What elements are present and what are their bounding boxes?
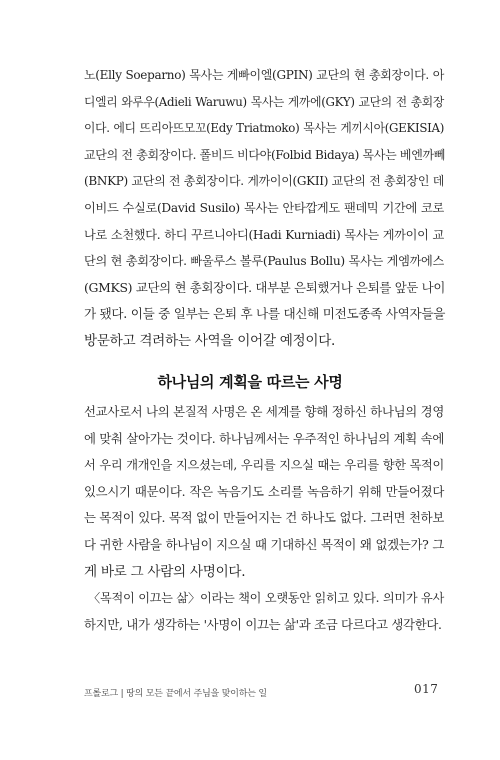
running-footer-title: 프롤로그 | 땅의 모든 끝에서 주님을 맞이하는 일: [84, 689, 267, 699]
section-heading: 하나님의 계획을 따르는 사명: [157, 373, 343, 391]
text-line: 방문하고 격려하는 사역을 이어갈 예정이다.: [84, 332, 336, 349]
page-number: 017: [414, 682, 439, 696]
text-line: 에 맞춰 살아가는 것이다. 하나님께서는 우주적인 하나님의 계획 속에: [84, 430, 444, 446]
text-line: 하지만, 내가 생각하는 '사명이 이끄는 삶'과 조금 다르다고 생각한다.: [84, 616, 442, 632]
text-line: (GMKS) 교단의 현 총회장이다. 대부분 은퇴했거나 은퇴를 앞둔 나이: [84, 279, 446, 295]
text-line: 게 바로 그 사람의 사명이다.: [84, 563, 246, 580]
text-line: 가 됐다. 이들 중 일부는 은퇴 후 나를 대신해 미전도종족 사역자들을: [84, 306, 446, 322]
text-line: 이다. 에디 뜨리아뜨모꼬(Edy Triatmoko) 목사는 게끼시아(GEKISIA): [84, 121, 444, 136]
text-line: 디엘리 와루우(Adieli Waruwu) 목사는 게까에(GKY) 교단의 전 총회장: [84, 94, 444, 109]
body-paragraph-2: [84, 399, 444, 638]
text-line: 교단의 전 총회장이다. 폴비드 비다야(Folbid Bidaya) 목사는 베엔까뻬: [84, 147, 446, 162]
body-paragraph-1: [84, 62, 444, 355]
text-line: 다 귀한 사람을 하나님이 지으실 때 기대하신 목적이 왜 없겠는가? 그: [84, 536, 444, 552]
text-line: 있으시기 때문이다. 작은 녹음기도 소리를 녹음하기 위해 만들어졌다: [84, 483, 444, 499]
text-line: 〈목적이 이끄는 삶〉이라는 책이 오랫동안 읽히고 있다. 의미가 유사: [88, 591, 444, 606]
text-line: 선교사로서 나의 본질적 사명은 온 세계를 향해 정하신 하나님의 경영: [84, 404, 444, 419]
text-line: 서 우리 개개인을 지으셨는데, 우리를 지으실 때는 우리를 향한 목적이: [84, 458, 444, 473]
text-line: 나로 소천했다. 하디 꾸르니아디(Hadi Kurniadi) 목사는 게까이이 교: [84, 227, 444, 242]
text-line: 노(Elly Soeparno) 목사는 게빠이엘(GPIN) 교단의 현 총회장이다. 아: [84, 68, 444, 82]
text-line: (BNKP) 교단의 전 총회장이다. 게까이이(GKII) 교단의 전 총회장인 데: [84, 174, 444, 189]
text-line: 는 목적이 있다. 목적 없이 만들어지는 건 하나도 없다. 그러면 천하보: [84, 510, 444, 526]
text-line: 이비드 수실로(David Susilo) 목사는 안타깝게도 팬데믹 기간에 코로: [84, 200, 444, 215]
text-line: 단의 현 총회장이다. 빠울루스 볼루(Paulus Bollu) 목사는 게엠까에스: [84, 254, 444, 269]
